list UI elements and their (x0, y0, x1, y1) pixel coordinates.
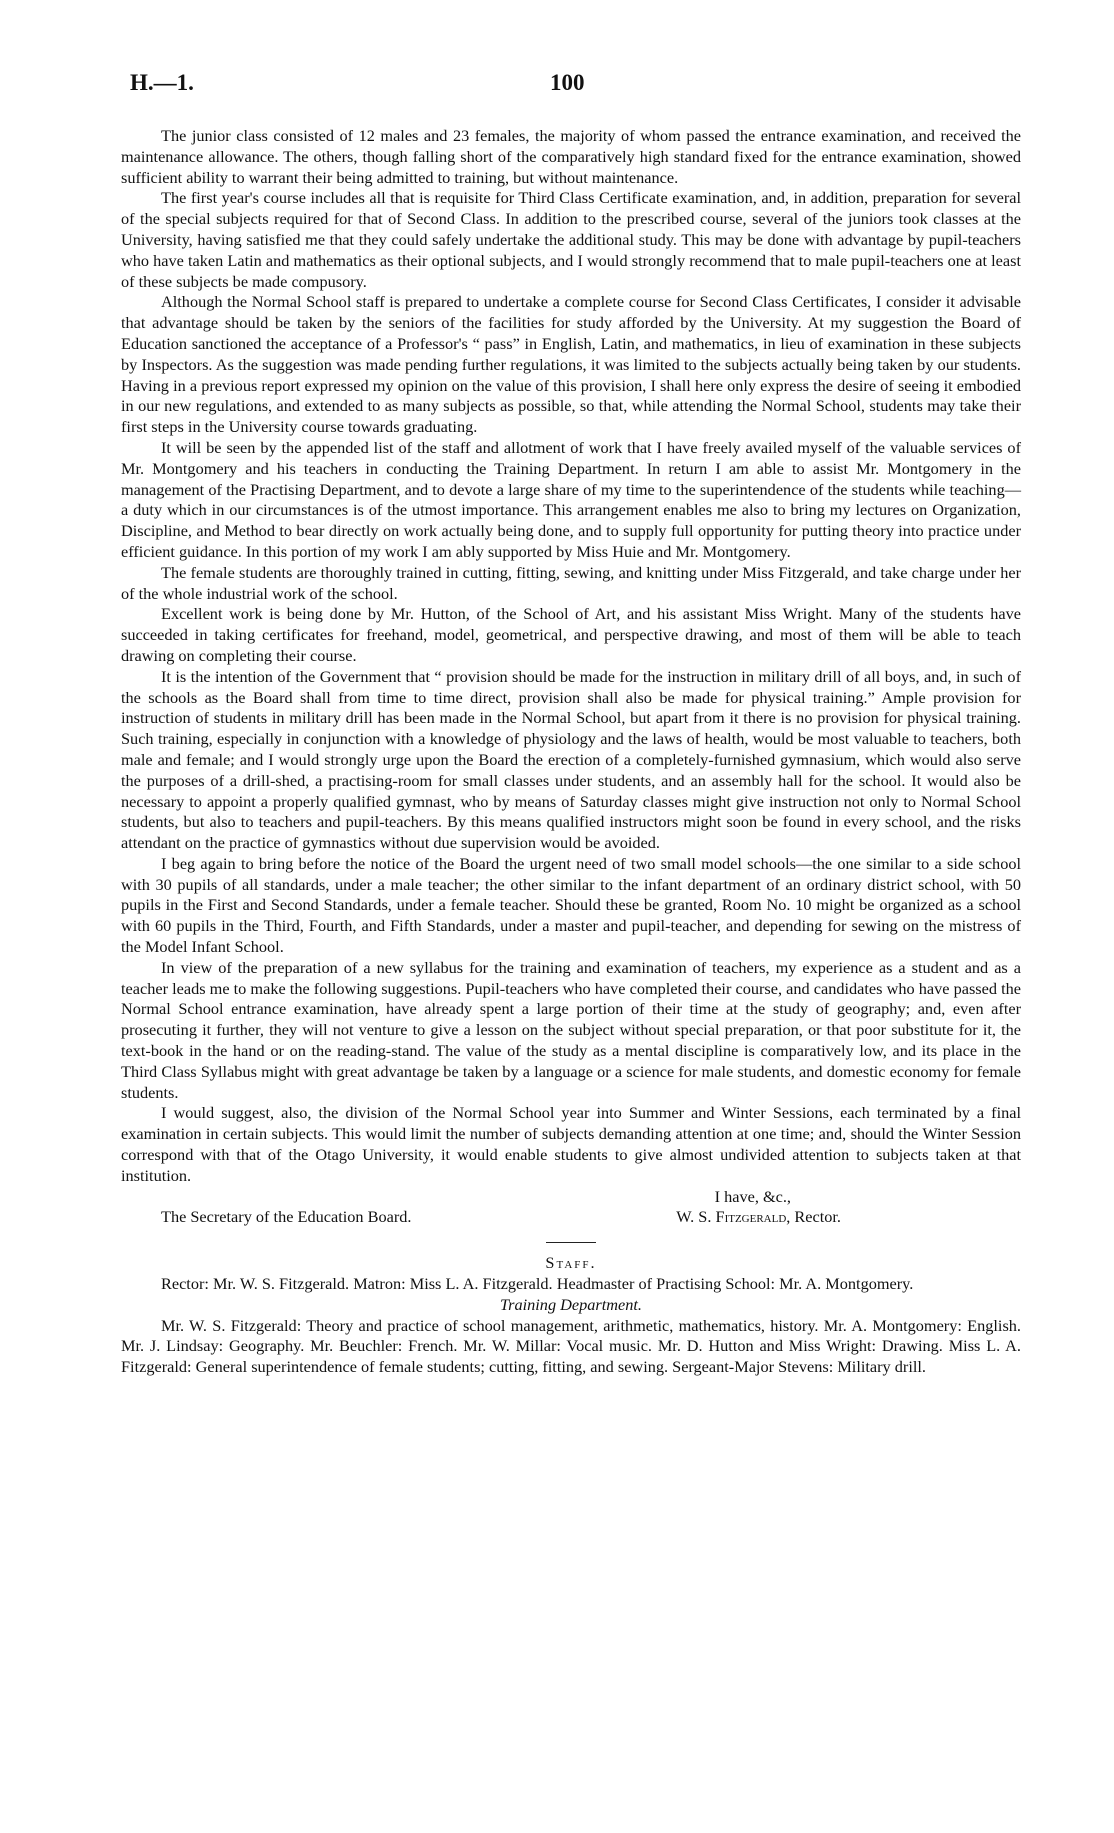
staff-heading: Staff. (545, 1253, 597, 1273)
signatory-surname: Fitzgerald (715, 1207, 787, 1227)
paragraph: In view of the preparation of a new syllabus for the training and examination of teachers, my experience as a student and as a teacher leads me to make the following suggestions. Pupil-teachers who have completed their course, and candidates who have passed the Normal School entrance examination, have already spent a large portion of their time at the study of geography; and, even after prosecuting it further, they will not venture to give a lesson on the subject without special preparation, or that poor substitute for it, the text-book in the hand or on the reading-stand. The value of the study as a mental discipline is comparatively low, and its place in the Third Class Syllabus might with great advantage be taken by a language or a science for male students, and domestic economy for female students. (121, 957, 1021, 1102)
page-header (130, 70, 990, 104)
paragraph: I would suggest, also, the division of the Normal School year into Summer and Winter Sessions, each terminated by a final examination in certain subjects. This would limit the number of subjects demanding attention at one time; and, should the Winter Session correspond with that of the Otago University, it would enable students to give almost undivided attention to subjects taken at that institution. (121, 1103, 1021, 1185)
report-body (121, 126, 1021, 1378)
staff-intro: Rector: Mr. W. S. Fitzgerald. Matron: Miss L. A. Fitzgerald. Headmaster of Practising School: Mr. A. Montgomery. (161, 1274, 914, 1294)
signatory-title: , Rector. (786, 1207, 841, 1227)
signatory-initials: W. S. (676, 1207, 712, 1227)
paragraph: The first year's course includes all that is requisite for Third Class Certificate examination, and, in addition, preparation for several of the special subjects required for that of Second Class. In addition to the prescribed course, several of the juniors took classes at the University, having satisfied me that they could safely undertake the additional study. This may be done with advantage by pupil-teachers who have taken Latin and mathematics as their optional subjects, and I would strongly recommend that to male pupil-teachers one at least of these subjects be made compusory. (121, 188, 1021, 291)
addressee: The Secretary of the Education Board. (161, 1207, 412, 1227)
training-department-heading: Training Department. (499, 1294, 642, 1314)
paragraph: Although the Normal School staff is prepared to undertake a complete course for Second Class Certificates, I consider it advisable that advantage should be taken by the seniors of the facilities for study afforded by the University. At my suggestion the Board of Education sanctioned the acceptance of a Professor's “ pass” in English, Latin, and mathematics, in lieu of examination in these subjects by Inspectors. As the suggestion was made pending further regulations, it was limited to the subjects actually being taken by our students. Having in a previous report expressed my opinion on the value of this provision, I shall here only express the desire of seeing it embodied in our new regulations, and extended to as many subjects as possible, so that, while attending the Normal School, students may take their first steps in the University course towards graduating. (121, 292, 1021, 437)
paragraph: It will be seen by the appended list of the staff and allotment of work that I have freely availed myself of the valuable services of Mr. Montgomery and his teachers in conducting the Training Department. In return I am able to assist Mr. Montgomery in the management of the Practising Department, and to devote a large share of my time to the superintendence of the students while teaching—a duty which in our circumstances is of the utmost importance. This arrangement enables me also to bring my lectures on Organization, Discipline, and Method to bear directly on work actually being done, and to supply full opportunity for putting theory into practice under efficient guidance. In this portion of my work I am ably supported by Miss Huie and Mr. Montgomery. (121, 437, 1021, 561)
page-number: 100 (550, 70, 585, 95)
paragraph: The junior class consisted of 12 males and 23 females, the majority of whom passed the entrance examination, and received the maintenance allowance. The others, though falling short of the comparatively high standard fixed for the entrance examination, showed sufficient ability to warrant their being admitted to training, but without maintenance. (121, 126, 1021, 187)
signature-block (121, 1207, 1021, 1228)
paragraph: Excellent work is being done by Mr. Hutton, of the School of Art, and his assistant Miss Wright. Many of the students have succeeded in taking certificates for freehand, model, geometrical, and perspective drawing, and most of them will be able to teach drawing on completing their course. (121, 604, 1021, 665)
closing-phrase: I have, &c., (714, 1186, 791, 1206)
paragraph: The female students are thoroughly trained in cutting, fitting, sewing, and knitting under Miss Fitzgerald, and take charge under her of the whole industrial work of the school. (121, 562, 1021, 603)
closing-line (121, 1187, 1021, 1208)
signatory (676, 1207, 1021, 1228)
section-divider (546, 1242, 596, 1243)
training-department-staff: Mr. W. S. Fitzgerald: Theory and practice of school management, arithmetic, mathematics, history. Mr. A. Montgomery: English. Mr. J. Lindsay: Geography. Mr. Beuchler: French. Mr. W. Millar: Vocal music. Mr. D. Hutton and Miss Wright: Drawing. Miss L. A. Fitzgerald: General superintendence of female students; cutting, fitting, and sewing. Sergeant-Major Stevens: Military drill. (121, 1315, 1021, 1377)
paragraph: I beg again to bring before the notice of the Board the urgent need of two small model schools—the one similar to a side school with 30 pupils of all standards, under a male teacher; the other similar to the infant department of an ordinary district school, with 50 pupils in the First and Second Standards, under a female teacher. Should these be granted, Room No. 10 might be organized as a school with 60 pupils in the Third, Fourth, and Fifth Standards, under a master and pupil-teacher, and depending for sewing on the mistress of the Model Infant School. (121, 853, 1021, 957)
document-reference: H.—1. (130, 70, 194, 95)
paragraph: It is the intention of the Government that “ provision should be made for the instruction in military drill of all boys, and, in such of the schools as the Board shall from time to time direct, provision shall also be made for physical training.” Ample provision for instruction of students in military drill has been made in the Normal School, but apart from it there is no provision for physical training. Such training, especially in conjunction with a knowledge of physiology and the laws of health, would be most valuable to teachers, both male and female; and I would strongly urge upon the Board the erection of a completely-furnished gymnasium, which would also serve the purposes of a drill-shed, a practising-room for small classes under students, and an assembly hall for the school. It would also be necessary to appoint a properly qualified gymnast, who by means of Saturday classes might give instruction not only to Normal School students, but also to teachers and pupil-teachers. By this means qualified instructors might soon be found in every school, and the risks attendant on the practice of gymnastics without due supervision would be avoided. (121, 666, 1021, 853)
